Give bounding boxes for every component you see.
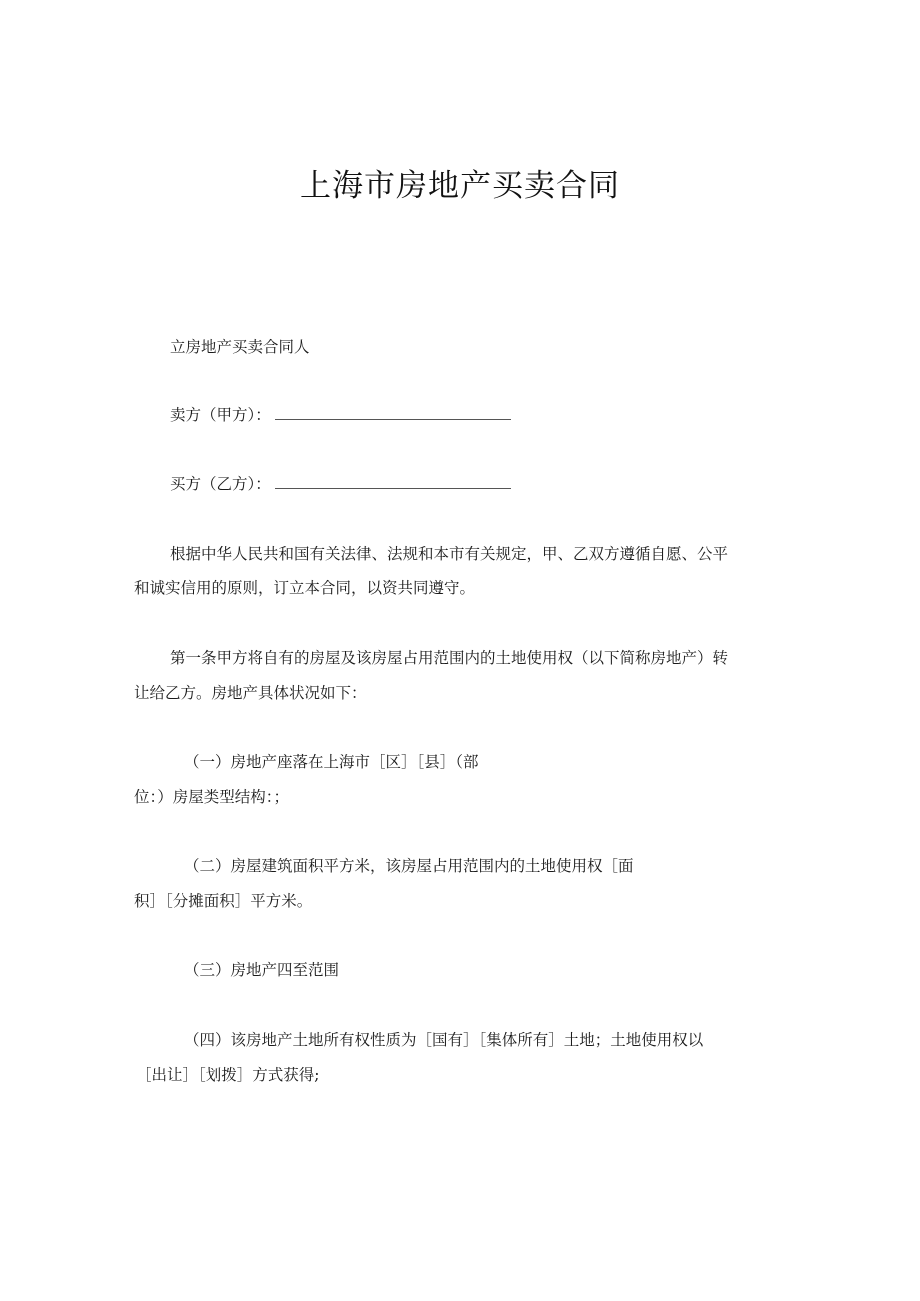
intro-text: 立房地产买卖合同人 bbox=[170, 338, 310, 356]
item4-line-2: ［出让］［划拨］方式获得; bbox=[136, 1066, 320, 1084]
document-title: 上海市房地产买卖合同 bbox=[300, 168, 620, 204]
buyer-blank-line bbox=[275, 474, 511, 489]
seller-row bbox=[170, 405, 511, 425]
article1-line-1: 第一条甲方将自有的房屋及该房屋占用范围内的土地使用权（以下简称房地产）转 bbox=[170, 649, 729, 667]
item4-line-1: （四）该房地产土地所有权性质为［国有］［集体所有］土地；土地使用权以 bbox=[184, 1031, 704, 1049]
article1-line-2: 让给乙方。房地产具体状况如下： bbox=[134, 684, 367, 702]
buyer-label: 买方（乙方）： bbox=[170, 475, 271, 493]
preamble-line-2: 和诚实信用的原则，订立本合同，以资共同遵守。 bbox=[134, 579, 476, 597]
preamble-line-1: 根据中华人民共和国有关法律、法规和本市有关规定，甲、乙双方遵循自愿、公平 bbox=[170, 545, 729, 563]
item1-line-1: （一）房地产座落在上海市［区］［县］（部 bbox=[184, 753, 479, 771]
item2-line-2: 积］［分摊面积］平方米。 bbox=[134, 892, 313, 910]
buyer-row bbox=[170, 474, 511, 494]
seller-label: 卖方（甲方）： bbox=[170, 406, 271, 424]
seller-blank-line bbox=[275, 405, 511, 420]
item2-line-1: （二）房屋建筑面积平方米，该房屋占用范围内的土地使用权［面 bbox=[184, 857, 634, 875]
item1-line-2: 位：）房屋类型结构：； bbox=[134, 788, 290, 806]
item3-line-1: （三）房地产四至范围 bbox=[184, 961, 340, 979]
